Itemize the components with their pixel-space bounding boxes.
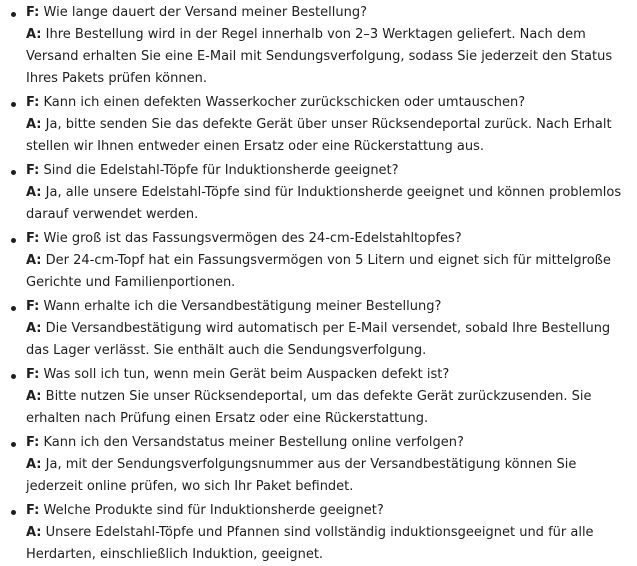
faq-item — [0, 364, 637, 430]
faq-answer — [26, 250, 627, 294]
answer-text: Der 24-cm-Topf hat ein Fassungsvermögen von 5 Litern und eignet sich für mittelgroße Gerichte und Familienportionen. — [26, 253, 611, 290]
answer-prefix: A: — [26, 253, 42, 268]
bullet-icon — [11, 102, 16, 107]
answer-prefix: A: — [26, 525, 42, 540]
faq-question — [26, 160, 627, 182]
answer-text: Ihre Bestellung wird in der Regel innerhalb von 2–3 Werktagen geliefert. Nach dem Versand erhalten Sie eine E-Mail mit Sendungsverfolgung, sodass Sie jederzeit den Status Ihres Pakets prüfen können. — [26, 27, 613, 86]
faq-item — [0, 296, 637, 362]
faq-answer — [26, 114, 627, 158]
answer-prefix: A: — [26, 27, 42, 42]
faq-question — [26, 432, 627, 454]
bullet-icon — [11, 442, 16, 447]
question-prefix: F: — [26, 367, 40, 382]
bullet-icon — [11, 170, 16, 175]
faq-answer — [26, 182, 627, 226]
faq-question — [26, 364, 627, 386]
answer-text: Bitte nutzen Sie unser Rücksendeportal, um das defekte Gerät zurückzusenden. Sie erhalten nach Prüfung einen Ersatz oder eine Rückerstattung. — [26, 389, 592, 426]
answer-text: Unsere Edelstahl-Töpfe und Pfannen sind vollständig induktionsgeeignet und für alle Herdarten, einschließlich Induktion, geeignet. — [26, 525, 594, 562]
faq-answer — [26, 522, 627, 566]
question-text: Sind die Edelstahl-Töpfe für Induktionsherde geeignet? — [43, 163, 399, 178]
faq-item — [0, 228, 637, 294]
answer-prefix: A: — [26, 117, 42, 132]
question-text: Kann ich einen defekten Wasserkocher zurückschicken oder umtauschen? — [43, 95, 526, 110]
faq-item — [0, 432, 637, 498]
answer-prefix: A: — [26, 457, 42, 472]
faq-answer — [26, 318, 627, 362]
faq-answer — [26, 386, 627, 430]
question-prefix: F: — [26, 503, 40, 518]
question-text: Kann ich den Versandstatus meiner Bestellung online verfolgen? — [43, 435, 464, 450]
faq-answer — [26, 454, 627, 498]
question-text: Wann erhalte ich die Versandbestätigung meiner Bestellung? — [43, 299, 442, 314]
question-prefix: F: — [26, 299, 40, 314]
question-text: Welche Produkte sind für Induktionsherde geeignet? — [43, 503, 384, 518]
bullet-icon — [11, 510, 16, 515]
answer-text: Ja, bitte senden Sie das defekte Gerät über unser Rücksendeportal zurück. Nach Erhalt stellen wir Ihnen entweder einen Ersatz oder eine Rückerstattung aus. — [26, 117, 612, 154]
faq-item — [0, 92, 637, 158]
question-text: Wie lange dauert der Versand meiner Bestellung? — [43, 5, 367, 20]
bullet-icon — [11, 238, 16, 243]
answer-text: Ja, mit der Sendungsverfolgungsnummer aus der Versandbestätigung können Sie jederzeit online prüfen, wo sich Ihr Paket befindet. — [26, 457, 577, 494]
faq-question — [26, 296, 627, 318]
question-prefix: F: — [26, 231, 40, 246]
question-text: Wie groß ist das Fassungsvermögen des 24-cm-Edelstahltopfes? — [43, 231, 462, 246]
faq-question — [26, 2, 627, 24]
question-prefix: F: — [26, 435, 40, 450]
question-text: Was soll ich tun, wenn mein Gerät beim Auspacken defekt ist? — [43, 367, 450, 382]
answer-text: Die Versandbestätigung wird automatisch per E-Mail versendet, sobald Ihre Bestellung das Lager verlässt. Sie enthält auch die Sendungsverfolgung. — [26, 321, 611, 358]
faq-question — [26, 92, 627, 114]
faq-answer — [26, 24, 627, 90]
answer-prefix: A: — [26, 389, 42, 404]
faq-item — [0, 2, 637, 90]
question-prefix: F: — [26, 163, 40, 178]
faq-item — [0, 160, 637, 226]
faq-question — [26, 500, 627, 522]
question-prefix: F: — [26, 5, 40, 20]
bullet-icon — [11, 306, 16, 311]
answer-prefix: A: — [26, 185, 42, 200]
answer-text: Ja, alle unsere Edelstahl-Töpfe sind für Induktionsherde geeignet und können problemlos darauf verwendet werden. — [26, 185, 622, 222]
faq-item — [0, 500, 637, 566]
question-prefix: F: — [26, 95, 40, 110]
faq-question — [26, 228, 627, 250]
bullet-icon — [11, 374, 16, 379]
bullet-icon — [11, 12, 16, 17]
answer-prefix: A: — [26, 321, 42, 336]
